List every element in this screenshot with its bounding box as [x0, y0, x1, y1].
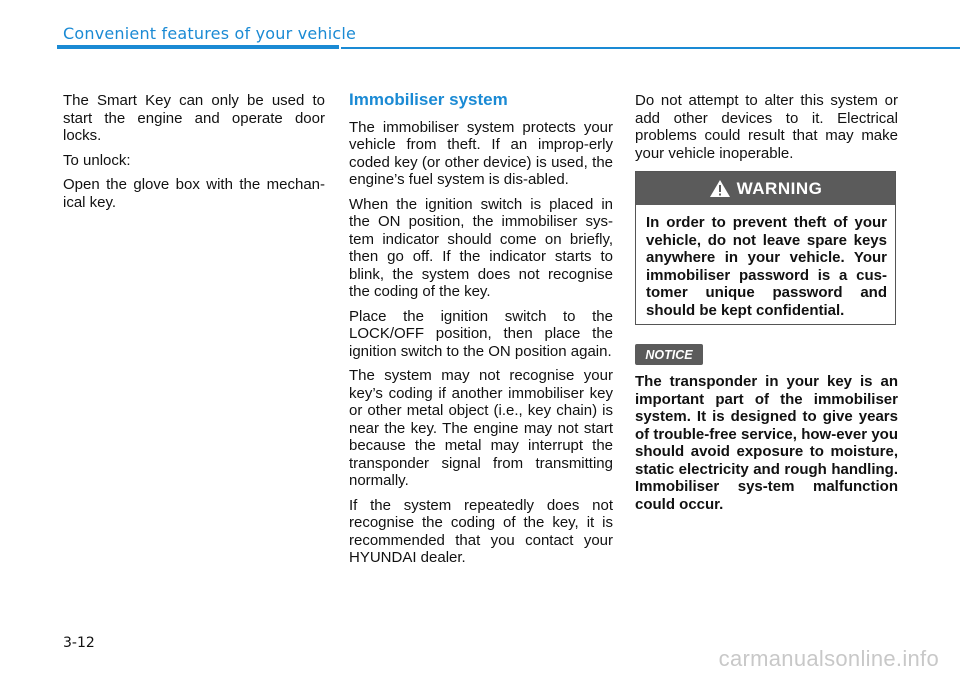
- page-number: 3-12: [63, 635, 95, 651]
- notice-text: The transponder in your key is an important part of the immobiliser system. It is designed to give years of trouble-free service, how-ever you should avoid exposure to moisture, static electricity and rough handling. Immobiliser sys-tem malfunction could occur.: [635, 373, 898, 513]
- column-2: [349, 91, 613, 574]
- warning-box: [635, 171, 896, 325]
- paragraph: Open the glove box with the mechan-ical key.: [63, 176, 325, 211]
- warning-header: [636, 172, 895, 205]
- header-rule: [341, 47, 960, 49]
- paragraph: The immobiliser system protects your vehicle from theft. If an improp-erly coded key (or other device) is used, the engine’s fuel system is dis-abled.: [349, 118, 613, 188]
- column-3: [635, 92, 898, 169]
- warning-triangle-icon: [709, 179, 731, 198]
- paragraph: Place the ignition switch to the LOCK/OFF position, then place the ignition switch to the ON position again.: [349, 307, 613, 360]
- section-heading: Immobiliser system: [349, 90, 508, 109]
- warning-text: In order to prevent theft of your vehicle, do not leave spare keys anywhere in your vehicle. Your immobiliser password is a cus-tomer unique password and should be kept confidential.: [646, 214, 887, 319]
- paragraph: To unlock:: [63, 151, 131, 169]
- paragraph: Do not attempt to alter this system or add other devices to it. Electrical problems could result that may make your vehicle inoperable.: [635, 92, 898, 162]
- section-header-title: Convenient features of your vehicle: [63, 24, 357, 43]
- notice-badge: NOTICE: [635, 344, 703, 365]
- watermark: carmanualsonline.info: [718, 646, 939, 671]
- paragraph: The system may not recognise your key’s coding if another immobiliser key or other metal object (i.e., key chain) is near the key. The engine may not start because the metal may interrupt the transponder signal from transmitting normally.: [349, 367, 613, 489]
- paragraph: The Smart Key can only be used to start the engine and operate door locks.: [63, 92, 325, 144]
- column-1: [63, 92, 325, 218]
- paragraph: If the system repeatedly does not recognise the coding of the key, it is recommended that you contact your HYUNDAI dealer.: [349, 496, 613, 566]
- header-rule-accent: [57, 45, 339, 49]
- warning-label: WARNING: [736, 178, 823, 198]
- paragraph: When the ignition switch is placed in the ON position, the immobiliser sys-tem indicator should come on briefly, then go off. If the indicator starts to blink, the system does not recognise the coding of the key.: [349, 195, 613, 300]
